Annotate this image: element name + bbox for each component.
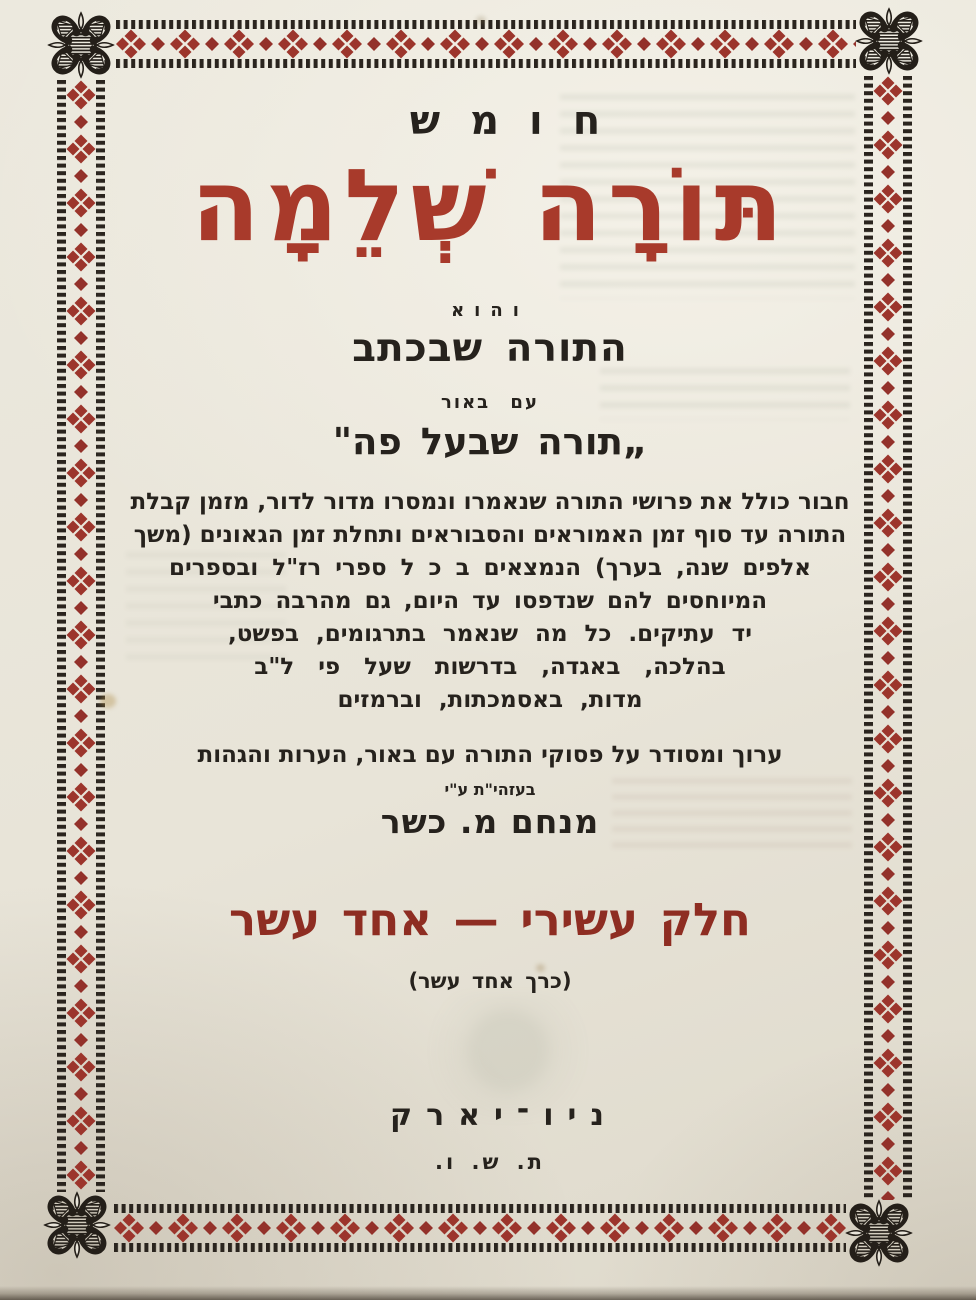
written-torah-subtitle: התורה שבכתב xyxy=(352,326,628,371)
imprint-city: ניו־יארק xyxy=(389,1098,618,1133)
paper-crease xyxy=(97,140,100,1160)
description-line: חבור כולל את פרושי התורה שנאמרו ונמסרו מדור לדור, מזמן קבלת xyxy=(130,489,850,515)
description-line: מדות, באסמכתות, וברמזים xyxy=(337,687,643,713)
imprint-year: ת. ש. ו. xyxy=(434,1150,546,1174)
foxing-spot xyxy=(476,16,486,24)
series-word: חומש xyxy=(409,98,631,144)
connector-word: והוא xyxy=(451,300,529,321)
with-gods-help-byline: בעזהי"ת ע"י xyxy=(444,780,536,799)
part-heading: חלק עשירי — אחד עשר xyxy=(229,893,751,946)
title-page-content xyxy=(108,0,872,1300)
volume-note: (כרך אחד עשר) xyxy=(408,969,572,993)
foxing-spot xyxy=(100,694,116,708)
corner-rosette-icon xyxy=(44,8,118,82)
oral-torah-commentary-title: „תורה שבעל פה" xyxy=(332,420,648,463)
foxing-spot xyxy=(536,964,545,972)
author-name: מנחם מ. כשר xyxy=(380,802,600,841)
photo-bottom-edge-shadow xyxy=(0,1286,976,1300)
description-paragraph xyxy=(108,486,872,717)
description-line: יד עתיקים. כל מה שנאמר בתרגומים, בפשט, xyxy=(228,621,752,647)
description-line: בהלכה, באגדה, בדרשות שעל פי ל"ב xyxy=(254,654,726,680)
description-line: התורה עד סוף זמן האמוראים והסבוראים ותחלת זמן הגאונים (משך xyxy=(133,522,847,548)
corner-rosette-icon xyxy=(40,1188,114,1262)
arranged-by-line: ערוך ומסודר על פסוקי התורה עם באור, הערות והגהות xyxy=(197,742,783,768)
description-line: המיוחסים להם שנדפסו עד היום, גם מהרבה כתבי xyxy=(212,588,768,614)
main-title: תּוֹרָה שְׁלֵמָה xyxy=(191,147,789,264)
with-commentary-label: עם באור xyxy=(441,392,539,413)
description-line: אלפים שנה, בערך) הנמצאים ב כ ל ספרי רז"ל ובספרים xyxy=(168,555,812,581)
